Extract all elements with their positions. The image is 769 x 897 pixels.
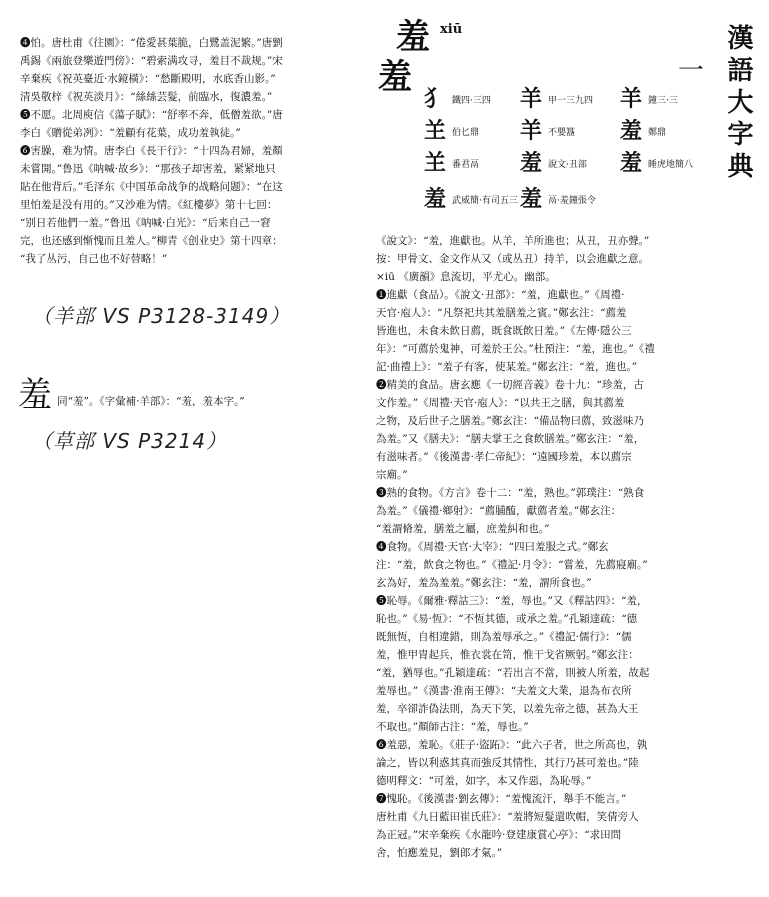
right-text-line: ❼愧恥。《後漢書·劉玄傳》：“羞愧流汗，舉手不能言。” (376, 793, 627, 805)
right-text-line: 既無恆，自相違錯，則為羞辱承之。”《禮記·儒行》：“儒 (376, 631, 632, 643)
ancient-form-source: 鐵四·三四 (452, 96, 491, 106)
right-text-line: 羞，惟甲胄起兵，惟衣裳在笥，惟干戈省厥躬。”鄭玄注： (376, 649, 639, 661)
ancient-form (620, 120, 666, 142)
ancient-form (520, 188, 596, 210)
right-text-line: 有滋味者。”《後漢書·孝仁帝紀》：“遠國珍羞，本以薦宗 (376, 451, 632, 463)
ancient-form-source: 武威簡·有司五三 (452, 196, 518, 206)
right-text-line: 為羞。”《儀禮·鄉射》：“薦脯醢，獻薦者羞。”鄭玄注： (376, 505, 622, 517)
ancient-form-source: 番君鬲 (452, 160, 480, 170)
variant-char-entry (18, 375, 378, 415)
ancient-form-source: 鬲·羞鐘張令 (548, 196, 596, 206)
right-text-line: “羞，猶辱也。”孔穎達疏：“若出言不當，則被人所羞，故起 (376, 667, 650, 679)
right-text-line: ❸熟的食物。《方言》卷十二：“羞，熟也。”郭璞注：“熟食 (376, 487, 645, 499)
ancient-form (620, 152, 693, 174)
ancient-form-source: 鄭鼎 (648, 128, 667, 138)
ancient-form-source: 伯匕鼎 (452, 128, 480, 138)
ancient-form-glyph: 羞 (424, 186, 447, 212)
ancient-form (620, 88, 678, 110)
right-text-line: 文作羞。”《周禮·天官·庖人》：“以共王之膳，與其薦羞 (376, 397, 625, 409)
ancient-form-glyph: 𦍌 (424, 118, 447, 144)
ancient-forms-grid (424, 88, 724, 228)
variant-char: 羞 (18, 375, 52, 415)
left-text-line: 貼在他背后。”毛泽东《中国革命战争的战略问题》：“在这 (20, 181, 283, 193)
right-text-line: 論之，皆以利惑其真而強反其情性，其行乃甚可羞也。”陸 (376, 757, 639, 769)
left-text-line: 辛棄疾《祝英臺近·水鏡橫》：“愁斷殿明，水底香山影。” (20, 73, 276, 85)
right-text-line: 天官·庖人》：“凡祭祀共其羞膳羞之賓。”鄭玄注：“薦羞 (376, 307, 627, 319)
right-text-line: 宗廟。” (376, 469, 408, 481)
right-text-line: 不取也。”顏師古注：“羞，辱也。” (376, 721, 529, 733)
ancient-form-glyph: 犭 (424, 86, 447, 112)
right-text-line: ❺恥辱。《爾雅·釋詁三》：“羞，辱也。”又《釋詁四》：“羞， (376, 595, 648, 607)
right-text-line: ❶進獻（食品）。《說文·丑部》：“羞，進獻也。”《周禮· (376, 289, 625, 301)
ancient-form-glyph: 羊 (620, 86, 643, 112)
ancient-form-glyph: 𦍌 (424, 150, 447, 176)
handwritten-annotation-1: （羊部 VS P3128-3149） (32, 304, 291, 328)
left-column (20, 34, 380, 268)
ancient-form (520, 152, 587, 174)
left-text-line: 李白《贈從弟冽》：“羞顧有花葉，成功羞執徒。” (20, 127, 241, 139)
ancient-form-glyph: 羞 (620, 150, 643, 176)
ancient-form-glyph: 羞 (520, 186, 543, 212)
left-text-line: “别日若他們一羞。”鲁迅《呐喊·白光》：“后来自己一窘 (20, 217, 271, 229)
right-text-line: 為正冠。”宋辛棄疾《水龍吟·登建康賞心亭》：“求田問 (376, 829, 622, 841)
right-text-line: 唐杜甫《九日藍田崔氏莊》：“羞將短髮還吹帽，笑倩旁人 (376, 811, 639, 823)
head-code: xiū (440, 22, 463, 37)
ancient-form-glyph: 羞 (520, 150, 543, 176)
header-dash: 一 (678, 56, 705, 86)
ancient-form-glyph: 羞 (620, 118, 643, 144)
right-text-line: 按：甲骨文、金文作从又（或丛丑）持羊，以会進獻之意。 (376, 253, 649, 265)
head-character-variant: 羞 (378, 57, 412, 97)
right-text-line: 德明釋文：“可羞，如字，本又作惡，為恥辱。” (376, 775, 592, 787)
left-text-line: 里怕羞是没有用的。”又沙难为情。《紅樓夢》第十七回： (20, 199, 278, 211)
right-text-line: “羞謂脩羞，膳羞之屬，庶羞糾和也。” (376, 523, 550, 535)
ancient-form-source: 說文·丑部 (548, 160, 587, 170)
ancient-form-source: 不嬰簋 (548, 128, 576, 138)
left-entry-text (20, 34, 380, 268)
right-text-line: 之物，及后世子之膳羞。”鄭玄注：“備品物曰薦，致滋味乃 (376, 415, 644, 427)
left-text-line: ❻害臊，难为情。唐李白《長干行》：“十四為君婦，羞顏 (20, 145, 283, 157)
right-text-line: 舍，怕應羞見，劉郎才氣。” (376, 847, 503, 859)
ancient-form (424, 152, 479, 174)
right-text-line: 玄為好，羞為羞羞。”鄭玄注：“羞，謂所食也。” (376, 577, 592, 589)
ancient-form (424, 120, 479, 142)
ancient-form-glyph: 羊 (520, 118, 543, 144)
variant-char-definition: 同“羞”。《字彙補·羊部》：“羞，羞本字。” (57, 395, 245, 408)
ancient-form-source: 甲一三九四 (548, 96, 594, 106)
left-text-line: 完，也还感到惭愧而且羞人。”柳青《创业史》第十四章： (20, 235, 283, 247)
left-text-line: 禹錫《兩旅登樂遊門傍》：“碧索满攻寻，羞目不裁规。”宋 (20, 55, 283, 67)
head-character: 羞 (396, 17, 430, 57)
left-text-line: 未嘗開。”鲁迅《呐喊·故乡》：“那孩子却害羞，紧紧地只 (20, 163, 276, 175)
left-text-line: ❹怕。唐杜甫《往園》：“倦愛甚葉脆，白鷺盖泥繁。”唐劉 (20, 37, 283, 49)
right-text-line: ×iū 《廣韻》息流切，平尤心。幽部。 (376, 271, 556, 283)
right-text-line: 皆進也，未食未飲日薦，既食既飲日羞。”《左傳·隱公三 (376, 325, 632, 337)
right-text-line: 年》：“可薦於鬼神，可羞於王公。”杜預注：“羞，進也。”《禮 (376, 343, 655, 355)
right-text-line: ❻羞惡，羞恥。《莊子·盜跖》：“此六子者，世之所高也，孰 (376, 739, 648, 751)
left-text-line: “我了丛污，自己也不好替略！” (20, 253, 168, 265)
left-text-line: 清吳敬梓《祝英淡月》：“絲絲芸髮，前臨水，復濃羞。” (20, 91, 273, 103)
right-text-line: 羞，卒卻詐偽法則，為天下笑，以羞先帝之德，甚為大王 (376, 703, 639, 715)
right-text-line: 為羞。”又《膳夫》：“膳夫掌王之食飲膳羞。”鄭玄注：“羞， (376, 433, 645, 445)
right-text-line: 注：“羞，飲食之物也。”《禮記·月令》：“嘗羞，先薦寢廟。” (376, 559, 648, 571)
right-text-line: 《說文》：“羞，進獻也。从羊，羊所進也；从丑，丑亦聲。” (376, 235, 650, 247)
right-text-line: ❷精美的食品。唐玄應《一切經音義》卷十九：“珍羞，古 (376, 379, 644, 391)
ancient-form-source: 睡虎地簡八 (648, 160, 694, 170)
right-text-line: ❹食物。《周禮·天官·大宰》：“四曰羞服之式。”鄭玄 (376, 541, 609, 553)
right-entry-text (376, 232, 736, 862)
handwritten-annotation-2: （草部 VS P3214） (32, 429, 228, 453)
right-text-line: 羞辱也。”《漢書·淮南王傳》：“夫羞文大業，退為布衣所 (376, 685, 632, 697)
ancient-form (424, 88, 491, 110)
left-text-line: ❺不愿。北周庾信《蕩子賦》：“舒率不奔，低僧羞欲。”唐 (20, 109, 283, 121)
ancient-form-glyph: 羊 (520, 86, 543, 112)
right-column (376, 232, 736, 862)
ancient-form (520, 88, 593, 110)
ancient-form (424, 188, 518, 210)
ancient-form-source: 鐘三·三 (648, 96, 678, 106)
right-text-line: 記·曲禮上》：“羞子有客，使某羞。”鄭玄注：“羞，進也。” (376, 361, 638, 373)
right-text-line: 恥也。”《易·恆》：“不恆其德，或承之羞。”孔穎達疏：“德 (376, 613, 638, 625)
ancient-form (520, 120, 575, 142)
book-title: 漢語大字典 (723, 24, 753, 184)
